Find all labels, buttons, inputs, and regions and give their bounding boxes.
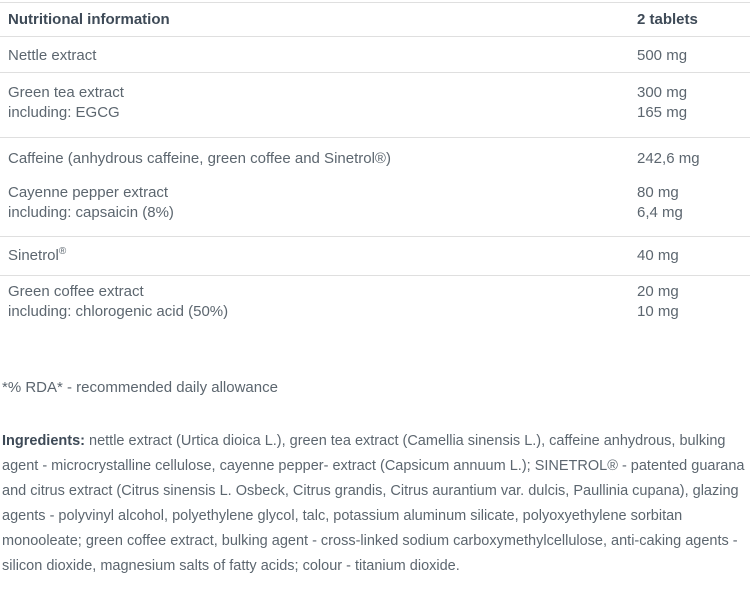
ingredient-name-cell bbox=[0, 103, 637, 123]
ingredient-amount: 80 mg bbox=[637, 184, 679, 201]
ingredient-name-cell bbox=[0, 183, 637, 203]
ingredient-name-cell bbox=[0, 282, 637, 302]
ingredient-amount: 165 mg bbox=[637, 104, 688, 121]
ingredients-paragraph bbox=[2, 429, 750, 579]
table-row bbox=[0, 103, 750, 123]
table-section bbox=[0, 237, 750, 276]
table-header-row bbox=[0, 3, 750, 37]
table-row bbox=[0, 183, 750, 203]
ingredient-amount: 10 mg bbox=[637, 303, 679, 320]
ingredient-amount: 300 mg bbox=[637, 84, 688, 101]
ingredient-amount: 6,4 mg bbox=[637, 204, 683, 221]
ingredient-name-cell bbox=[0, 246, 637, 266]
rda-footnote: *% RDA* - recommended daily allowance bbox=[2, 379, 278, 396]
table-header-serving: 2 tablets bbox=[637, 11, 698, 28]
ingredient-name: Green tea extract bbox=[8, 84, 124, 101]
table-row bbox=[0, 246, 750, 266]
ingredient-name-cell bbox=[0, 83, 637, 103]
ingredients-label: Ingredients: bbox=[2, 433, 85, 449]
ingredient-amount: 20 mg bbox=[637, 283, 679, 300]
table-row bbox=[0, 46, 750, 66]
table-section bbox=[0, 73, 750, 138]
table-row bbox=[0, 302, 750, 322]
ingredient-amount: 40 mg bbox=[637, 247, 679, 264]
ingredient-name: including: chlorogenic acid (50%) bbox=[8, 303, 229, 320]
table-section bbox=[0, 276, 750, 322]
nutrition-table bbox=[0, 2, 750, 322]
table-section bbox=[0, 37, 750, 73]
ingredient-name-cell bbox=[0, 302, 637, 322]
registered-trademark-sup: ® bbox=[58, 246, 67, 257]
ingredient-name: including: EGCG bbox=[8, 104, 120, 121]
ingredient-name: Sinetrol bbox=[8, 247, 59, 264]
ingredient-name: Cayenne pepper extract bbox=[8, 184, 169, 201]
table-row bbox=[0, 203, 750, 223]
nutrition-table-body bbox=[0, 37, 750, 322]
ingredient-name: Caffeine (anhydrous caffeine, green coffee and Sinetrol®) bbox=[8, 150, 391, 167]
table-row bbox=[0, 282, 750, 302]
table-header-title: Nutritional information bbox=[8, 11, 170, 28]
table-row bbox=[0, 149, 750, 169]
ingredient-name-cell bbox=[0, 46, 637, 66]
ingredient-name: Green coffee extract bbox=[8, 283, 144, 300]
ingredient-name: Nettle extract bbox=[8, 47, 97, 64]
ingredient-amount: 242,6 mg bbox=[637, 150, 700, 167]
table-section bbox=[0, 138, 750, 237]
table-row bbox=[0, 83, 750, 103]
ingredient-name-cell bbox=[0, 203, 637, 223]
ingredients-text: nettle extract (Urtica dioica L.), green tea extract (Camellia sinensis L.), caffeine anhydrous, bulking agent - microcrystalline cellulose, cayenne pepper- extract (Capsicum annuum L.); SINETROL® - patented guarana and citrus extract (Citrus sinensis L. Osbeck, Citrus grandis, Citrus aurantium var. dulcis, Paullinia cupana), glazing agents - polyvinyl alcohol, polyethylene glycol, talc, potassium aluminum silicate, polyoxyethylene sorbitan monooleate; green coffee extract, bulking agent - cross-linked sodium carboxymethylcellulose, anti-caking agents - silicon dioxide, magnesium salts of fatty acids; colour - titanium dioxide. bbox=[2, 433, 745, 574]
ingredient-amount: 500 mg bbox=[637, 47, 688, 64]
ingredient-name-cell bbox=[0, 149, 637, 169]
ingredient-name: including: capsaicin (8%) bbox=[8, 204, 174, 221]
